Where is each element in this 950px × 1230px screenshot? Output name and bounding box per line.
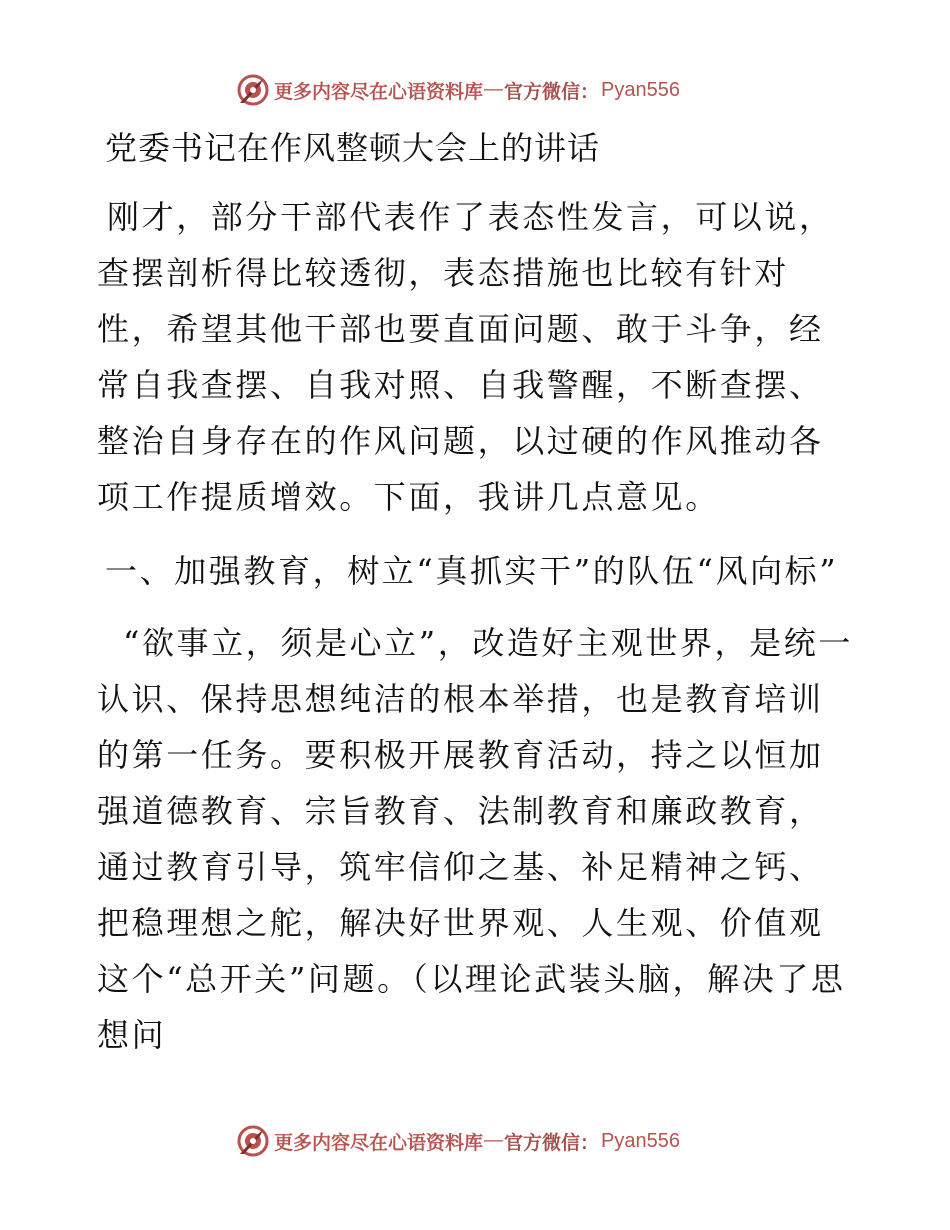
footer-watermark [236,1124,680,1158]
watermark-id: Pyan556 [601,1129,680,1152]
watermark-dash: — [484,1130,504,1151]
paragraph-opening: 刚才，部分干部代表作了表态性发言，可以说，查摆剖析得比较透彻，表态措施也比较有针对性，希望其他干部也要直面问题、敢于斗争，经常自我查摆、自我对照、自我警醒，不断查摆、整治自身存在的作风问题，以过硬的作风推动各项工作提质增效。下面，我讲几点意见。 [97,198,834,516]
header-watermark [236,73,680,107]
watermark-label: 官方微信： [504,80,600,103]
document-title: 党委书记在作风整顿大会上的讲话 [105,129,601,167]
paragraph-section-1: “欲事立，须是心立”，改造好主观世界，是统一认识、保持思想纯洁的根本举措，也是教育培训的第一任务。要积极开展教育活动，持之以恒加强道德教育、宗旨教育、法制教育和廉政教育，通过教育引导，筑牢信仰之基、补足精神之钙、把稳理想之舵，解决好世界观、人生观、价值观这个“总开关”问题。（以理论武装头脑，解决了思想问 [97,624,853,1054]
section-heading-1: 一、加强教育，树立“真抓实干”的队伍“风向标” [105,552,839,590]
watermark-dash: — [484,79,504,100]
watermark-id: Pyan556 [601,78,680,101]
watermark-text: 更多内容尽在心语资料库 [274,1131,484,1154]
quill-pen-seal-icon [236,73,270,107]
document-body [97,125,857,1063]
watermark-text: 更多内容尽在心语资料库 [274,80,484,103]
quill-pen-seal-icon [236,1124,270,1158]
watermark-label: 官方微信： [504,1131,600,1154]
